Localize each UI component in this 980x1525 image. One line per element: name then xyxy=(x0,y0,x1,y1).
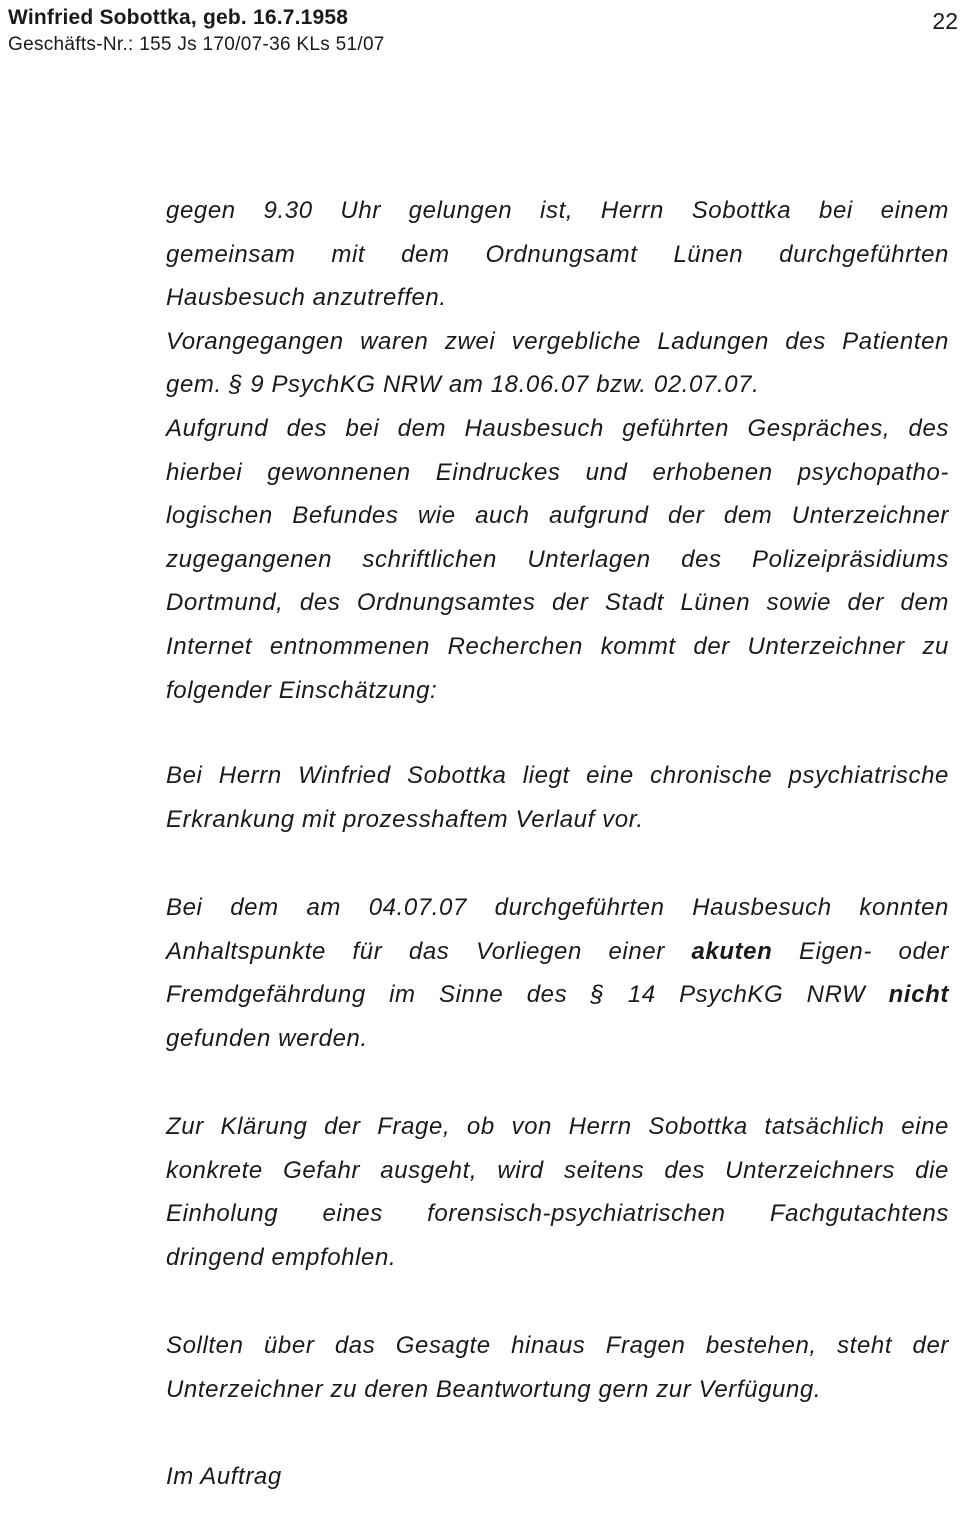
text-line: gem. § 9 PsychKG NRW am 18.06.07 bzw. 02.07.07. xyxy=(166,371,760,399)
text-line: Bei dem am 04.07.07 durchgeführten Hausbesuch konnten xyxy=(166,894,949,921)
text-line: zugegangenen schriftlichen Unterlagen des Polizeipräsidiums xyxy=(166,545,949,573)
closing-signoff: Im Auftrag xyxy=(166,1463,282,1490)
text-line: logischen Befundes wie auch aufgrund der dem Unterzeichner xyxy=(166,502,949,530)
text-line: Unterzeichner zu deren Beantwortung gern zur Verfügung. xyxy=(166,1375,822,1403)
emphasis-akuten: akuten xyxy=(691,937,773,965)
text-line: Aufgrund des bei dem Hausbesuch geführten Gespräches, des xyxy=(166,414,949,442)
text-line: gemeinsam mit dem Ordnungsamt Lünen durchgeführten xyxy=(166,240,949,268)
emphasis-nicht: nicht xyxy=(888,981,949,1009)
text-segment: Anhaltspunkte für das Vorliegen einer xyxy=(166,937,692,965)
text-line xyxy=(166,973,949,1017)
paragraph-risk-assessment xyxy=(166,886,949,1060)
page-number: 22 xyxy=(932,8,958,34)
text-line: hierbei gewonnenen Eindruckes und erhobenen psychopatho- xyxy=(166,458,949,486)
paragraph-recommendation xyxy=(166,1105,949,1279)
text-segment: Fremdgefährdung im Sinne des § 14 PsychKG NRW xyxy=(166,981,889,1009)
text-line: gefunden werden. xyxy=(166,1024,368,1052)
text-line: dringend empfohlen. xyxy=(166,1243,397,1271)
text-line: gegen 9.30 Uhr gelungen ist, Herrn Sobottka bei einem xyxy=(166,197,949,224)
text-line xyxy=(166,930,949,974)
text-line: Einholung eines forensisch-psychiatrischen Fachgutachtens xyxy=(166,1200,949,1228)
patient-name-header: Winfried Sobottka, geb. 16.7.1958 xyxy=(8,6,349,29)
text-line: folgender Einschätzung: xyxy=(166,676,438,704)
text-line: Zur Klärung der Frage, ob von Herrn Sobottka tatsächlich eine xyxy=(166,1113,949,1140)
paragraph-diagnosis xyxy=(166,754,949,841)
text-line: Internet entnommenen Recherchen kommt der Unterzeichner zu xyxy=(166,632,949,660)
text-segment: Eigen- oder xyxy=(772,937,949,965)
paragraph-further-questions xyxy=(166,1324,949,1411)
text-line: Bei Herrn Winfried Sobottka liegt eine chronische psychiatrische xyxy=(166,762,949,789)
text-line: Dortmund, des Ordnungsamtes der Stadt Lünen sowie der dem xyxy=(166,589,949,617)
closing-block xyxy=(166,1455,949,1499)
text-line: Sollten über das Gesagte hinaus Fragen bestehen, steht der xyxy=(166,1332,949,1359)
case-reference-number: Geschäfts-Nr.: 155 Js 170/07-36 KLs 51/07 xyxy=(8,34,385,55)
paragraph-home-visit xyxy=(166,189,949,712)
text-line: konkrete Gefahr ausgeht, wird seitens des Unterzeichners die xyxy=(166,1156,949,1184)
text-line: Vorangegangen waren zwei vergebliche Ladungen des Patienten xyxy=(166,327,949,355)
text-line: Erkrankung mit prozesshaftem Verlauf vor. xyxy=(166,805,644,833)
text-line: Hausbesuch anzutreffen. xyxy=(166,284,447,312)
